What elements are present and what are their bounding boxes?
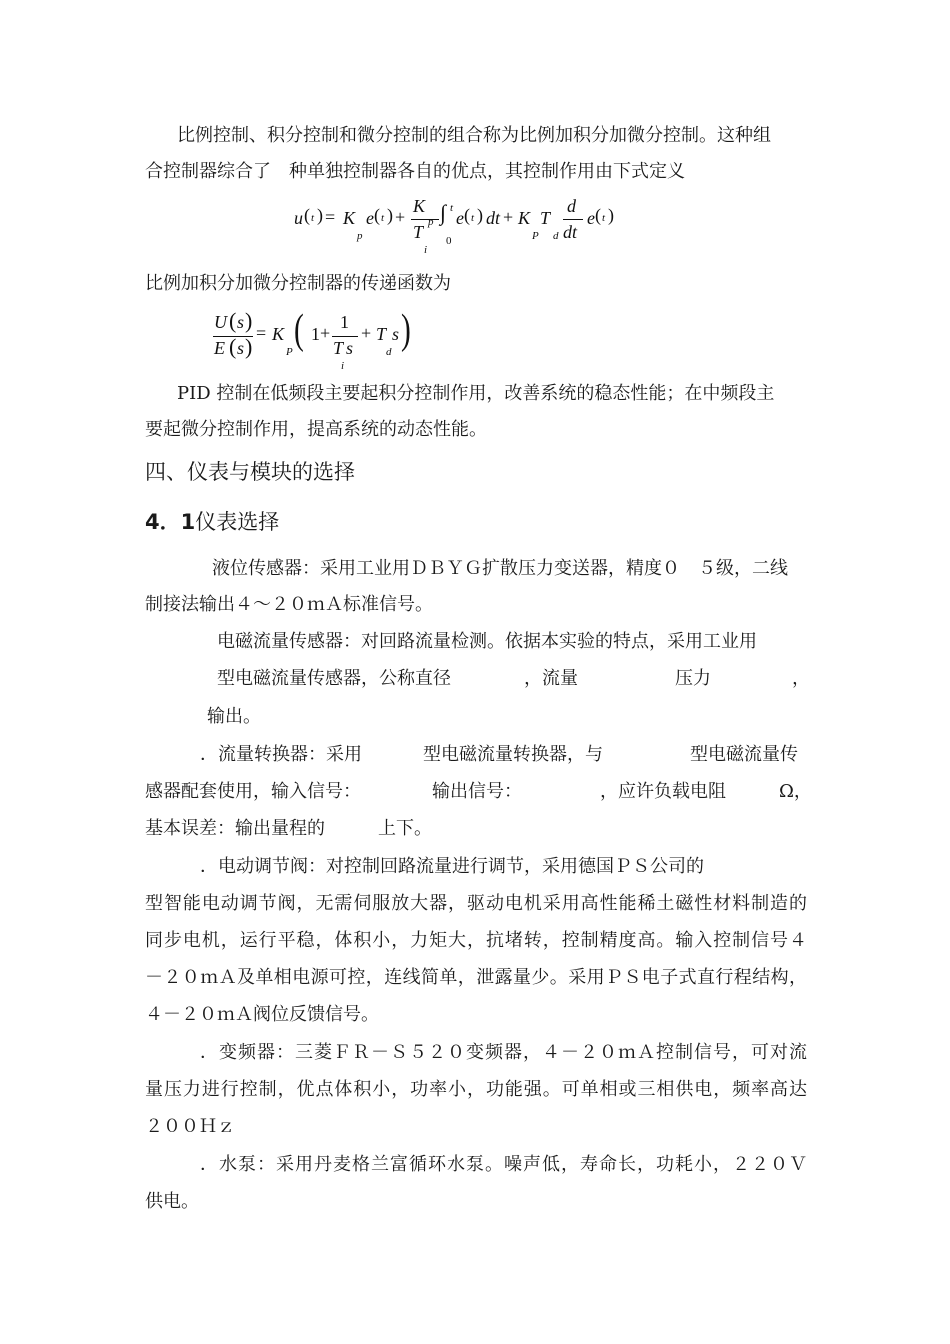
paragraph-line: 输出。 <box>207 706 261 727</box>
paragraph-line: 量压力进行控制，优点体积小，功率小，功能强。可单相或三相供电，频率高达 <box>145 1079 807 1100</box>
paragraph-line: ．变频器：三菱ＦＲ－Ｓ５２０变频器，４－２０ｍＡ控制信号，可对流 <box>200 1042 807 1063</box>
paragraph-line: 液位传感器：采用工业用ＤＢＹＧ扩散压力变送器，精度０ ５级，二线 <box>212 558 788 579</box>
transfer-function-equation: U ( s ) E ( s ) = K P ( 1 + 1 T s i + T d s ) <box>214 307 411 372</box>
paragraph-line: 电磁流量传感器：对回路流量检测。依据本实验的特点，采用工业用 <box>217 631 757 652</box>
paragraph-line: ２００Ｈｚ <box>145 1116 235 1137</box>
subsection-title: 仪表选择 <box>195 510 280 534</box>
paragraph-line: －２０ｍＡ及单相电源可控，连线简单，泄露量少。采用ＰＳ电子式直行程结构， <box>145 967 807 988</box>
paragraph-line: PID 控制在低频段主要起积分控制作用，改善系统的稳态性能；在中频段主 <box>177 383 775 404</box>
paragraph-line: ．电动调节阀：对控制回路流量进行调节，采用德国ＰＳ公司的 <box>200 856 704 877</box>
section-heading: 四、仪表与模块的选择 <box>145 460 355 484</box>
paragraph-line: 同步电机，运行平稳，体积小，力矩大，抗堵转，控制精度高。输入控制信号４ <box>145 930 807 951</box>
pid-control-equation: u ( t ) = K p e ( t ) + K p T i ∫ t 0 e ( t ) dt + K P T d d dt e ( t ) <box>294 196 614 256</box>
paragraph-line: ４－２０ｍＡ阀位反馈信号。 <box>145 1004 379 1025</box>
paragraph-line: 比例控制、积分控制和微分控制的组合称为比例加积分加微分控制。这种组 <box>177 125 771 146</box>
paragraph-line: 制接法输出４～２０ｍＡ标准信号。 <box>145 594 433 615</box>
subsection-number: 4．1 <box>145 510 196 534</box>
paragraph-line: ．水泵：采用丹麦格兰富循环水泵。噪声低，寿命长，功耗小，２２０Ｖ <box>200 1154 807 1175</box>
paragraph-line: 比例加积分加微分控制器的传递函数为 <box>145 273 451 294</box>
subsection-heading <box>145 508 807 536</box>
paragraph-line: 供电。 <box>145 1191 199 1212</box>
paragraph-line: 合控制器综合了 种单独控制器各自的优点，其控制作用由下式定义 <box>145 161 685 182</box>
paragraph-line: 要起微分控制作用，提高系统的动态性能。 <box>145 419 487 440</box>
paragraph-line: 型智能电动调节阀，无需伺服放大器，驱动电机采用高性能稀土磁性材料制造的 <box>145 893 807 914</box>
